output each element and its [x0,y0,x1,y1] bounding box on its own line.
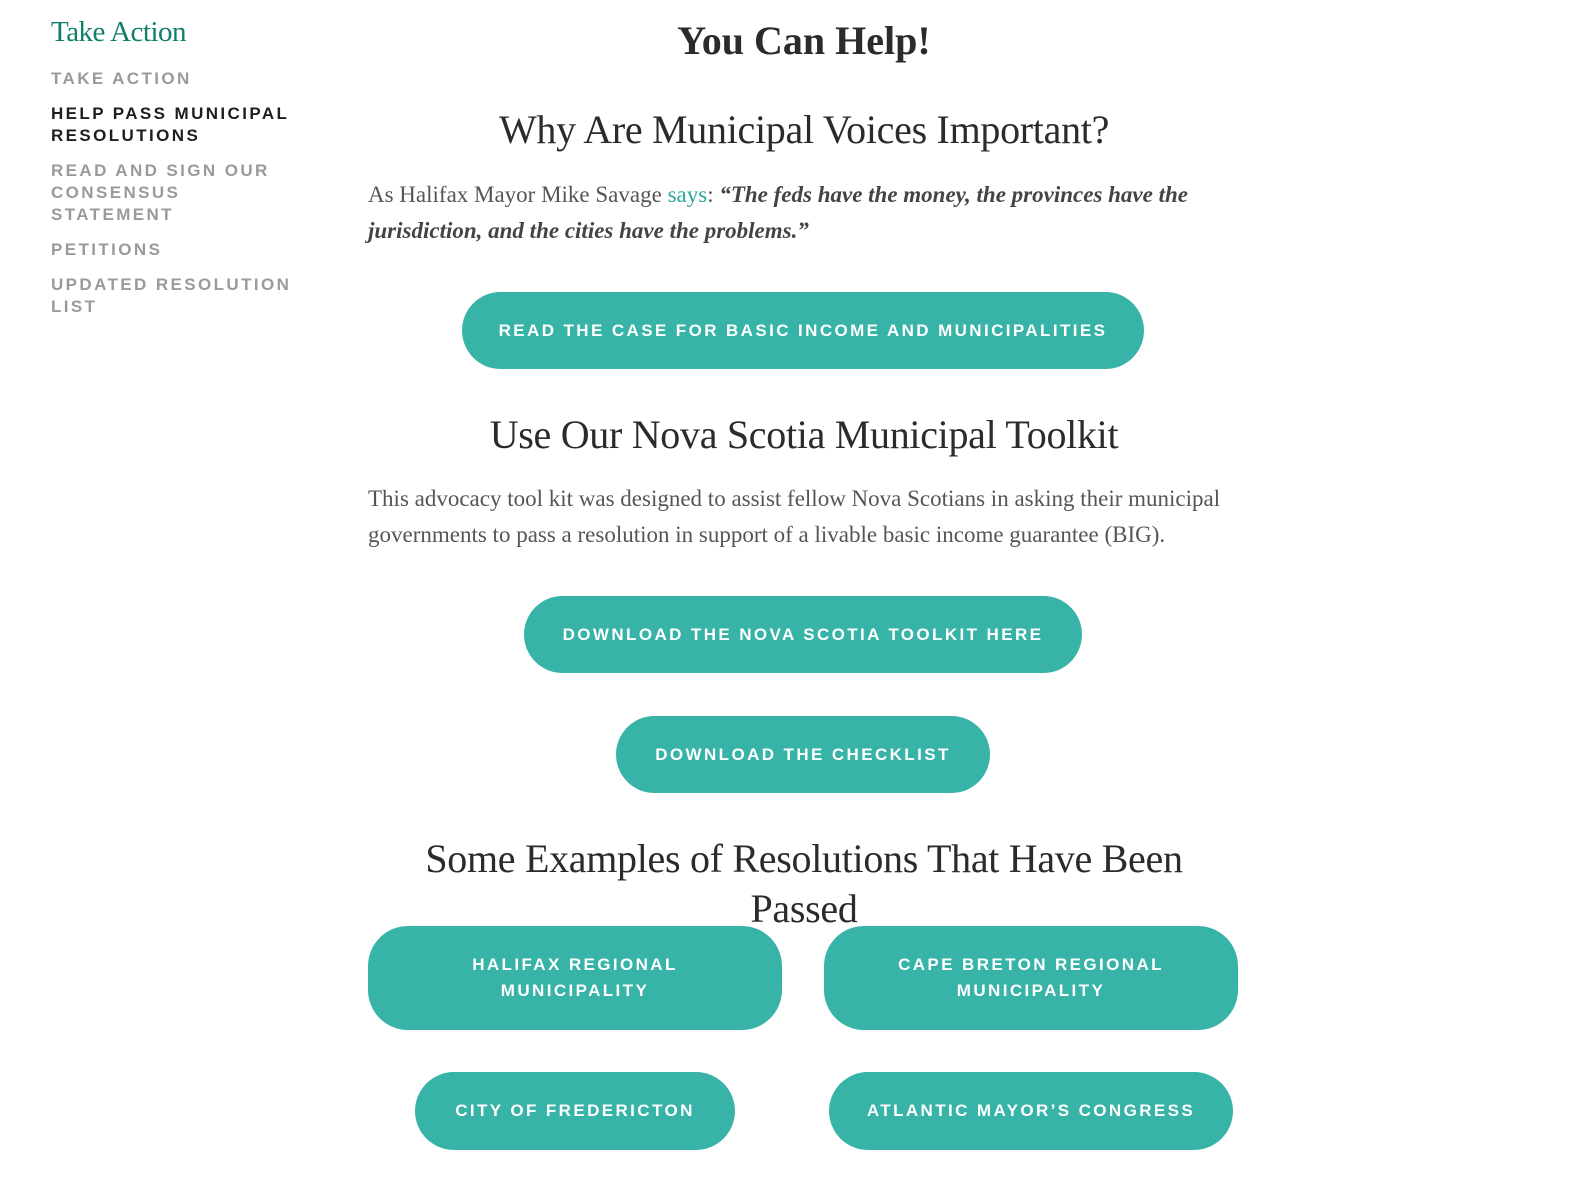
download-checklist-button[interactable]: DOWNLOAD THE CHECKLIST [616,716,990,793]
sidebar-item-consensus-statement[interactable]: READ AND SIGN OUR CONSENSUS STATEMENT [51,161,270,224]
atlantic-mayors-congress-button[interactable]: ATLANTIC MAYOR’S CONGRESS [829,1072,1233,1150]
sidebar-item-help-pass-municipal-resolutions[interactable]: HELP PASS MUNICIPAL RESOLUTIONS [51,104,289,145]
cape-breton-regional-municipality-button[interactable]: CAPE BRETON REGIONAL MUNICIPALITY [824,926,1238,1030]
sidebar-item-updated-resolution-list[interactable]: UPDATED RESOLUTION LIST [51,275,292,316]
why-heading: Why Are Municipal Voices Important? [498,107,1110,152]
sidebar-nav [51,68,301,318]
sidebar-item-petitions[interactable]: PETITIONS [51,240,163,259]
why-colon: : [707,182,720,207]
why-paragraph [368,177,1240,249]
examples-heading: Some Examples of Resolutions That Have Been Passed [425,836,1183,931]
toolkit-paragraph: This advocacy tool kit was designed to assist fellow Nova Scotians in asking their municipal governments to pass a resolution in support of a livable basic income guarantee (BIG). [368,486,1221,547]
savage-quote: “The feds have the money, the provinces have the jurisdiction, and the cities have the problems.” [368,182,1188,243]
download-toolkit-button[interactable]: DOWNLOAD THE NOVA SCOTIA TOOLKIT HERE [524,596,1082,673]
why-intro-text: As Halifax Mayor Mike Savage [368,182,668,207]
city-of-fredericton-button[interactable]: CITY OF FREDERICTON [415,1072,735,1150]
read-case-button[interactable]: READ THE CASE FOR BASIC INCOME AND MUNICIPALITIES [462,292,1144,369]
sidebar [51,14,301,331]
sidebar-item-take-action[interactable]: TAKE ACTION [51,69,192,88]
halifax-regional-municipality-button[interactable]: HALIFAX REGIONAL MUNICIPALITY [368,926,782,1030]
page-title: You Can Help! [677,18,931,63]
sidebar-title[interactable]: Take Action [51,16,187,48]
toolkit-heading: Use Our Nova Scotia Municipal Toolkit [489,412,1119,457]
says-link[interactable]: says [667,182,708,207]
